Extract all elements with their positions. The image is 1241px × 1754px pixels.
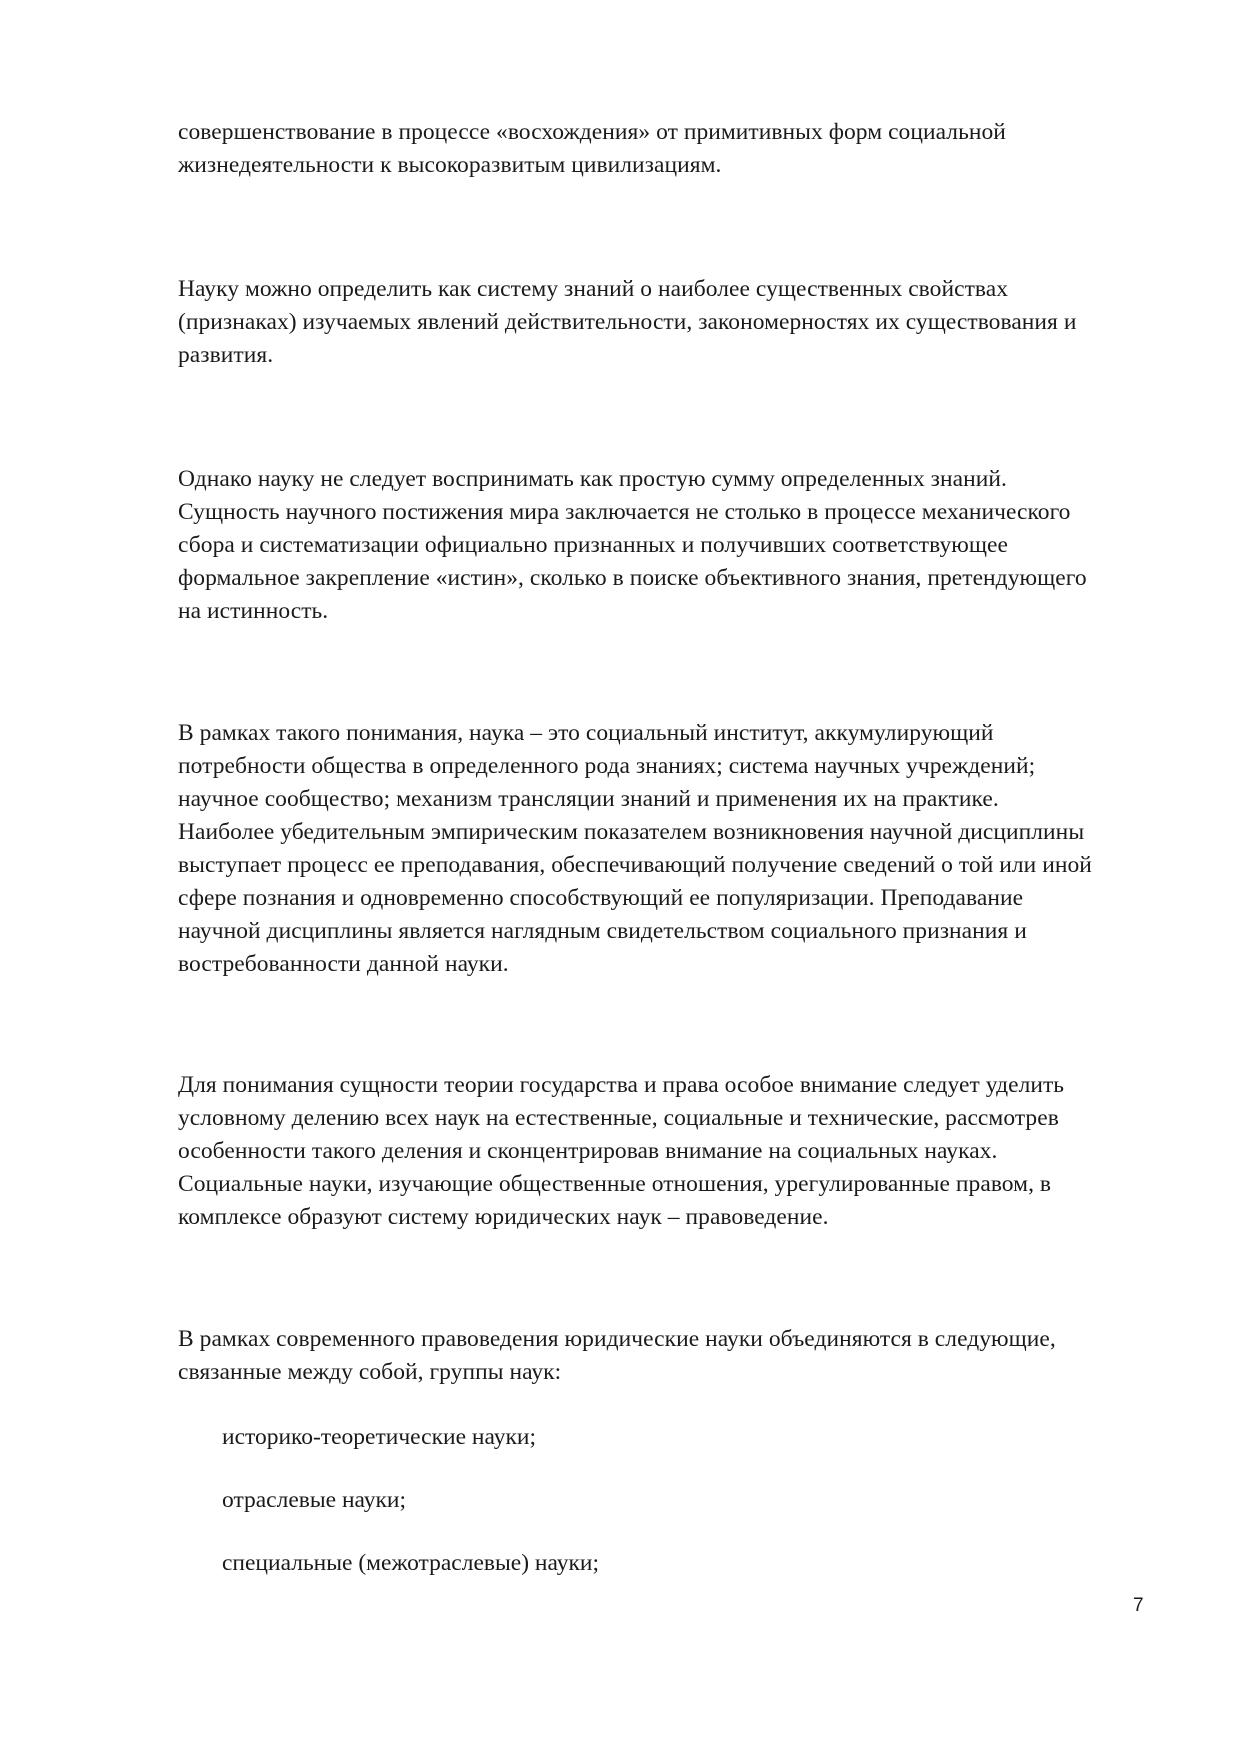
list-item: специальные (межотраслевые) науки; xyxy=(222,1550,599,1576)
text-line: научной дисциплины является наглядным свидетельством социального признания и xyxy=(178,918,1027,944)
paragraph-2 xyxy=(178,273,1178,372)
text-line: условному делению всех наук на естественные, социальные и технические, рассмотрев xyxy=(178,1105,1059,1131)
text-line: востребованности данной науки. xyxy=(178,951,509,977)
text-line: Наиболее убедительным эмпирическим показателем возникновения научной дисциплины xyxy=(178,819,1085,845)
text-line: потребности общества в определенного рода знаниях; система научных учреждений; xyxy=(178,753,1036,779)
list-item: отраслевые науки; xyxy=(222,1487,407,1513)
text-line: Для понимания сущности теории государства и права особое внимание следует уделить xyxy=(178,1072,1065,1098)
page-number: 7 xyxy=(1133,1595,1144,1616)
paragraph-6 xyxy=(178,1323,1178,1389)
text-line: особенности такого деления и сконцентрировав внимание на социальных науках. xyxy=(178,1138,998,1164)
text-line: на истинность. xyxy=(178,598,329,624)
text-line: Социальные науки, изучающие общественные отношения, урегулированные правом, в xyxy=(178,1171,1052,1197)
text-line: Однако науку не следует воспринимать как простую сумму определенных знаний. xyxy=(178,466,1007,492)
paragraph-3 xyxy=(178,463,1178,628)
text-line: связанные между собой, группы наук: xyxy=(178,1359,562,1385)
text-line: сфере познания и одновременно способствующий ее популяризации. Преподавание xyxy=(178,885,1024,911)
text-line: В рамках такого понимания, наука – это социальный институт, аккумулирующий xyxy=(178,720,994,746)
text-line: сбора и систематизации официально признанных и получивших соответствующее xyxy=(178,532,1008,558)
paragraph-1 xyxy=(178,116,1178,182)
list-item: историко-теоретические науки; xyxy=(222,1424,536,1450)
text-line: комплексе образуют систему юридических наук – правоведение. xyxy=(178,1204,829,1230)
paragraph-5 xyxy=(178,1069,1178,1234)
text-line: развития. xyxy=(178,342,274,368)
text-line: Науку можно определить как систему знаний о наиболее существенных свойствах xyxy=(178,276,1009,302)
text-line: В рамках современного правоведения юридические науки объединяются в следующие, xyxy=(178,1326,1056,1352)
text-line: жизнедеятельности к высокоразвитым цивилизациям. xyxy=(178,152,722,178)
paragraph-4 xyxy=(178,717,1178,981)
text-line: Сущность научного постижения мира заключается не столько в процессе механического xyxy=(178,499,1071,525)
text-line: выступает процесс ее преподавания, обеспечивающий получение сведений о той или иной xyxy=(178,852,1092,878)
text-line: (признаках) изучаемых явлений действительности, закономерностях их существования и xyxy=(178,309,1077,335)
text-line: научное сообщество; механизм трансляции знаний и применения их на практике. xyxy=(178,786,999,812)
text-line: совершенствование в процессе «восхождения» от примитивных форм социальной xyxy=(178,119,1006,145)
text-line: формальное закрепление «истин», сколько в поиске объективного знания, претендующего xyxy=(178,565,1087,591)
